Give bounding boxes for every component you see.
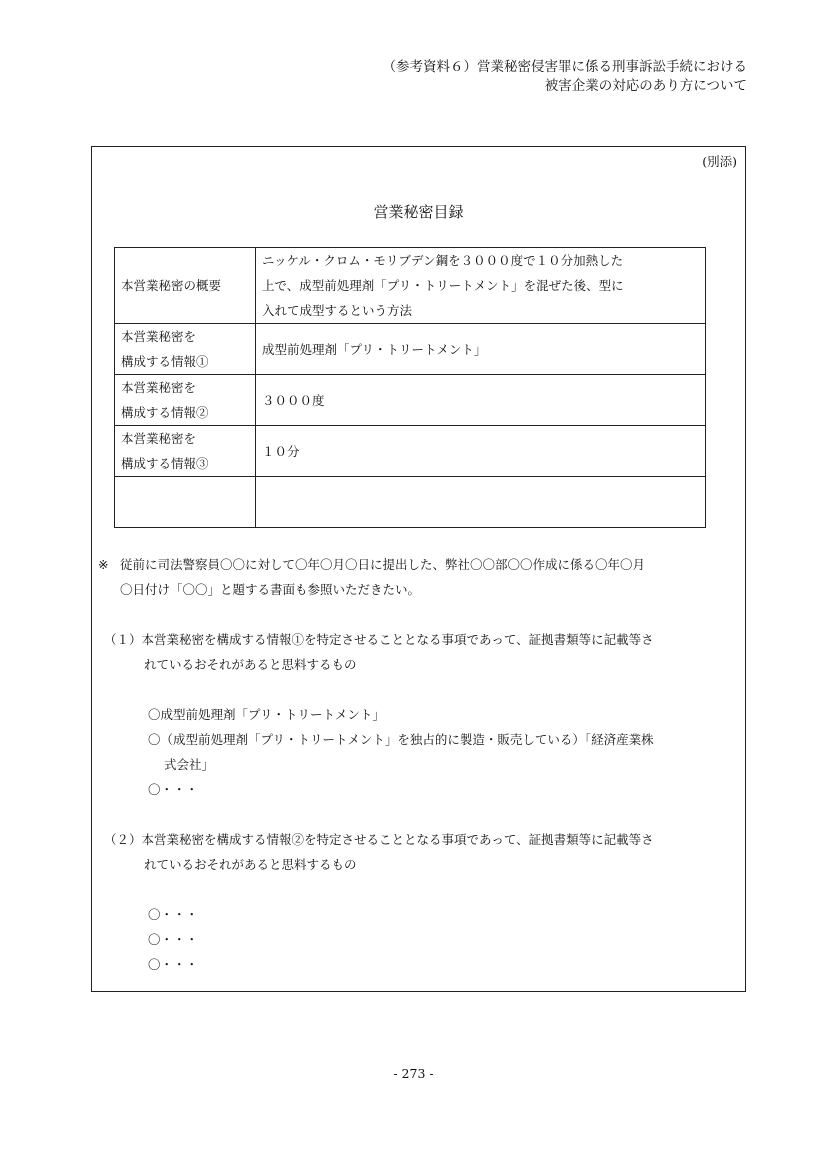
row-label: 本営業秘密の概要 <box>115 248 256 324</box>
table-row <box>115 324 706 375</box>
trade-secret-table <box>114 247 706 528</box>
row-label: 本営業秘密を 構成する情報③ <box>115 426 256 477</box>
row-label <box>115 477 256 528</box>
row-value <box>256 477 706 528</box>
attachment-label: (別添) <box>702 154 737 169</box>
row-value: 成型前処理剤「プリ・トリートメント」 <box>256 324 706 375</box>
list-item: 〇成型前処理剤「プリ・トリートメント」 <box>148 707 385 722</box>
section-1-items <box>148 702 741 802</box>
page-number: - 273 - <box>393 1066 434 1081</box>
note-line-1: 従前に司法警察員〇〇に対して〇年〇月〇日に提出した、弊社〇〇部〇〇作成に係る〇年〇月 <box>120 557 646 572</box>
section-2-items <box>148 902 741 977</box>
table-row <box>115 477 706 528</box>
attachment-frame <box>91 146 746 992</box>
document-header <box>383 58 748 96</box>
table-row <box>115 248 706 324</box>
row-label: 本営業秘密を 構成する情報② <box>115 375 256 426</box>
list-item: 〇・・・ <box>148 907 199 922</box>
header-line-1: （参考資料６）営業秘密侵害罪に係る刑事訴訟手続における <box>382 59 747 75</box>
row-value: ３０００度 <box>256 375 706 426</box>
table-row <box>115 375 706 426</box>
header-line-2: 被害企業の対応のあり方について <box>544 78 747 94</box>
section-2-heading: （２）本営業秘密を構成する情報②を特定させることとなる事項であって、証拠書類等に記載等さ れているおそれがあると思料するもの <box>104 832 654 872</box>
row-value: ニッケル・クロム・モリブデン鋼を３０００度で１０分加熱した 上で、成型前処理剤「プリ・トリートメント」を混ぜた後、型に 入れて成型するという方法 <box>256 248 706 324</box>
section-1-heading: （１）本営業秘密を構成する情報①を特定させることとなる事項であって、証拠書類等に記載等さ れているおそれがあると思料するもの <box>104 632 654 672</box>
list-item: 〇・・・ <box>148 782 199 797</box>
note-line-2: 〇日付け「〇〇」と題する書面も参照いただきたい。 <box>120 582 421 597</box>
list-item: 〇・・・ <box>148 957 199 972</box>
note-mark: ※ <box>98 557 109 572</box>
row-value: １０分 <box>256 426 706 477</box>
page-title: 営業秘密目録 <box>373 203 464 221</box>
list-item: 〇（成型前処理剤「プリ・トリートメント」を独占的に製造・販売している）「経済産業株 式会社」 <box>148 732 654 772</box>
reference-note <box>98 552 743 602</box>
table-row <box>115 426 706 477</box>
list-item: 〇・・・ <box>148 932 199 947</box>
row-label: 本営業秘密を 構成する情報① <box>115 324 256 375</box>
